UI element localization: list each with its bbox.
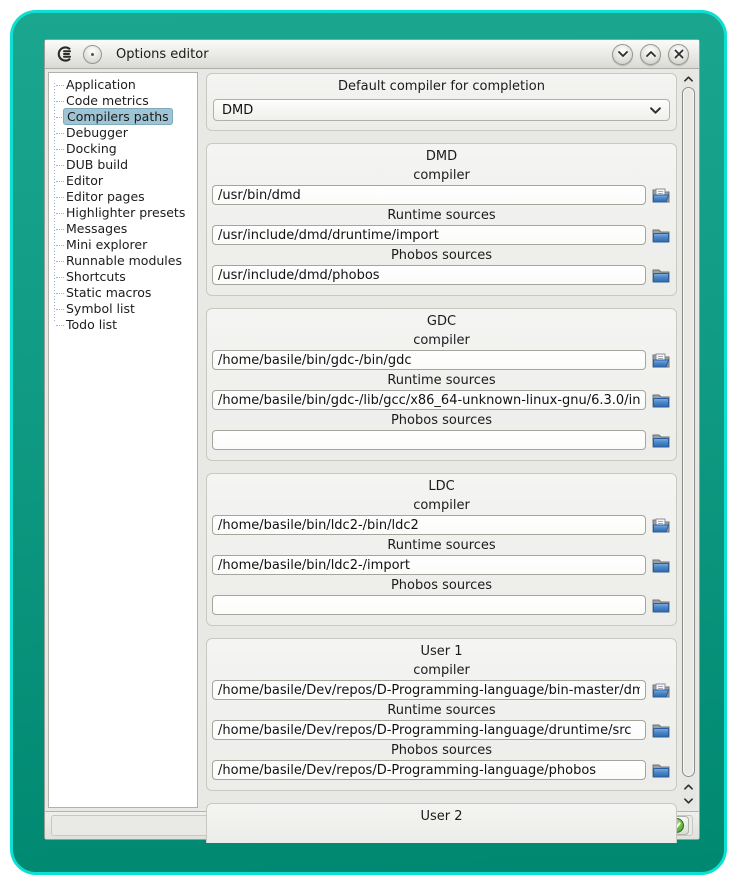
group-title: GDC [426,314,457,329]
chevron-up-icon [646,51,656,57]
folder-icon [651,597,671,614]
gdc-compiler-input[interactable] [212,350,646,370]
sidebar-item-docking[interactable]: Docking [51,141,195,157]
folder-icon [651,722,671,739]
ldc-group: LDC compiler /home/basile/bin/ldc2-/bin/ldc2 Runtime sources /home/basile/bin/ldc2-/import Phobos sources [206,473,677,626]
scroll-up-button-bottom[interactable] [681,780,696,794]
open-file-icon [651,682,671,699]
dmd-runtime-browse-button[interactable] [651,227,671,244]
titlebar-pin-button[interactable] [83,45,102,64]
scroll-down-button[interactable] [681,794,696,808]
close-icon [674,49,684,59]
folder-icon [651,762,671,779]
compilers-paths-panel [205,72,679,824]
window-controls [612,44,689,65]
dmd-phobos-browse-button[interactable] [651,267,671,284]
ldc-runtime-input[interactable] [212,555,646,575]
sidebar-item-application[interactable]: Application [51,77,195,93]
user1-runtime-browse-button[interactable] [651,722,671,739]
user1-group: User 1 compiler /home/basile/Dev/repos/D-Programming-language/bin-master/dmd Runtime sources /home/basile/Dev/repos/D-Programming-language/druntime/src Phobos sources /home/basile/Dev/repos/D-Programming-language/phobos [206,638,677,791]
scroll-up-button[interactable] [681,72,696,86]
window-body [45,69,699,824]
ldc-compiler-browse-button[interactable] [651,517,671,534]
sidebar-item-shortcuts[interactable]: Shortcuts [51,269,195,285]
dmd-compiler-input[interactable] [212,185,646,205]
gdc-phobos-input[interactable] [212,430,646,450]
selected-compiler: DMD [222,102,254,118]
sidebar-item-symbol-list[interactable]: Symbol list [51,301,195,317]
sidebar-item-code-metrics[interactable]: Code metrics [51,93,195,109]
gdc-phobos-browse-button[interactable] [651,432,671,449]
coedit-logo-icon [56,45,74,63]
group-title: Default compiler for completion [338,79,545,94]
group-title: User 2 [420,809,463,824]
window-frame [10,10,727,875]
user1-phobos-input[interactable] [212,760,646,780]
open-file-icon [651,352,671,369]
sidebar-item-mini-explorer[interactable]: Mini explorer [51,237,195,253]
sidebar-item-runnable-modules[interactable]: Runnable modules [51,253,195,269]
ldc-runtime-browse-button[interactable] [651,557,671,574]
sidebar-item-debugger[interactable]: Debugger [51,125,195,141]
folder-icon [651,267,671,284]
folder-icon [651,227,671,244]
gdc-runtime-input[interactable] [212,390,646,410]
gdc-group: GDC compiler /home/basile/bin/gdc-/bin/gdc Runtime sources /home/basile/bin/gdc-/lib/gcc/x86_64-unknown-linux-gnu/6.3.0/include Phobos sources [206,308,677,461]
dmd-group: DMD compiler /usr/bin/dmd Runtime sources /usr/include/dmd/druntime/import Phobos sources /usr/include/dmd/phobos [206,143,677,296]
chevron-up-icon [684,76,693,82]
user1-runtime-input[interactable] [212,720,646,740]
sidebar-item-todo-list[interactable]: Todo list [51,317,195,333]
chevron-down-icon [650,107,661,114]
gdc-runtime-browse-button[interactable] [651,392,671,409]
user1-compiler-input[interactable] [212,680,646,700]
scrollbar-thumb[interactable] [682,87,695,777]
user1-compiler-browse-button[interactable] [651,682,671,699]
folder-icon [651,557,671,574]
panel-scrollbar[interactable] [681,72,696,808]
group-title: User 1 [420,644,463,659]
user1-phobos-browse-button[interactable] [651,762,671,779]
dmd-phobos-input[interactable] [212,265,646,285]
sidebar-item-compilers-paths[interactable]: Compilers paths [51,109,195,125]
ldc-compiler-input[interactable] [212,515,646,535]
chevron-down-icon [618,51,628,57]
options-editor-window [44,39,700,840]
chevron-up-icon [684,784,693,790]
chevron-down-icon [684,798,693,804]
folder-icon [651,432,671,449]
default-compiler-group [206,73,677,131]
user2-group [206,803,677,843]
sidebar-item-dub-build[interactable]: DUB build [51,157,195,173]
sidebar-item-editor-pages[interactable]: Editor pages [51,189,195,205]
ldc-phobos-input[interactable] [212,595,646,615]
maximize-button[interactable] [640,44,661,65]
group-title: DMD [425,149,458,164]
minimize-button[interactable] [612,44,633,65]
sidebar-item-editor[interactable]: Editor [51,173,195,189]
sidebar-item-highlighter-presets[interactable]: Highlighter presets [51,205,195,221]
default-compiler-select[interactable] [213,99,670,121]
group-title: LDC [428,479,455,494]
window-title: Options editor [116,46,209,62]
sidebar-item-messages[interactable]: Messages [51,221,195,237]
sidebar-item-static-macros[interactable]: Static macros [51,285,195,301]
open-file-icon [651,517,671,534]
pin-dot-icon [91,53,94,56]
dmd-runtime-input[interactable] [212,225,646,245]
categories-tree [48,72,198,808]
gdc-compiler-browse-button[interactable] [651,352,671,369]
close-button[interactable] [668,44,689,65]
ldc-phobos-browse-button[interactable] [651,597,671,614]
folder-icon [651,392,671,409]
open-file-icon [651,187,671,204]
titlebar[interactable] [45,40,699,69]
dmd-compiler-browse-button[interactable] [651,187,671,204]
